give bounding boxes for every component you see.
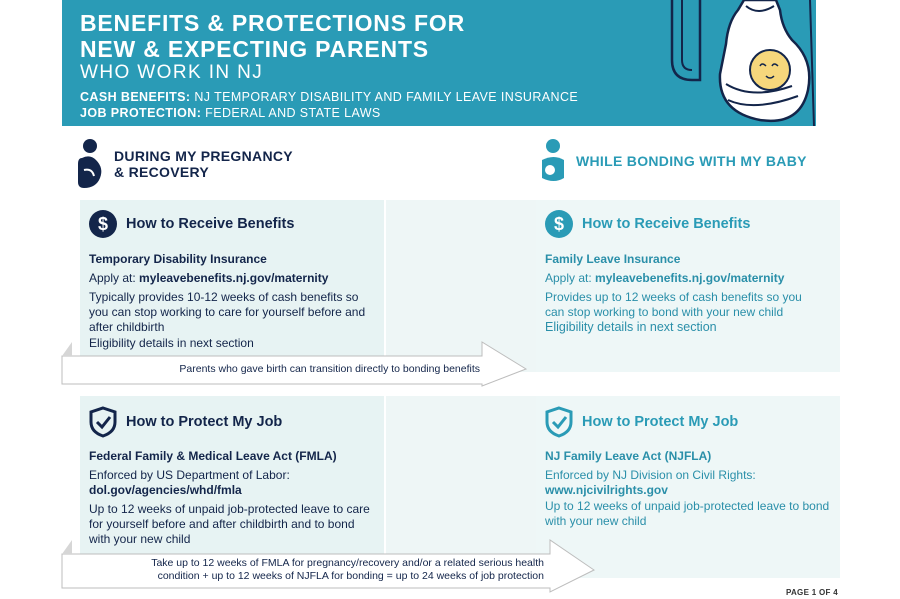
section-pregnancy-heading: DURING MY PREGNANCY & RECOVERY — [78, 138, 293, 190]
benefits-right-heading: $ How to Receive Benefits — [544, 209, 750, 239]
fli-description: Provides up to 12 weeks of cash benefits so you can stop working to bond with your new child — [545, 290, 802, 319]
page-title: BENEFITS & PROTECTIONS FOR NEW & EXPECTING PARENTS — [80, 10, 465, 62]
fli-apply: Apply at: myleavebenefits.nj.gov/maternity — [545, 271, 785, 285]
tdi-apply-link[interactable]: myleavebenefits.nj.gov/maternity — [139, 271, 329, 285]
dollar-icon — [88, 209, 118, 239]
job-protection-line: JOB PROTECTION: FEDERAL AND STATE LAWS — [80, 106, 381, 120]
job-protection-arrow-text: Take up to 12 weeks of FMLA for pregnancy/recovery and/or a related serious health condition + up to 12 weeks of NJFLA for bonding = up to 24 weeks of job protection — [151, 557, 544, 582]
tdi-eligibility: Eligibility details in next section — [89, 336, 254, 350]
svg-text:$: $ — [553, 214, 565, 234]
fmla-link[interactable]: dol.gov/agencies/whd/fmla — [89, 483, 242, 497]
baby-bundle-illustration — [642, 0, 842, 126]
protection-left-heading: How to Protect My Job — [88, 406, 282, 438]
fli-apply-link[interactable]: myleavebenefits.nj.gov/maternity — [595, 271, 785, 285]
njfla-enforced: Enforced by NJ Division on Civil Rights: — [545, 468, 756, 482]
fmla-enforced: Enforced by US Department of Labor: — [89, 468, 290, 482]
benefits-left-heading: $ How to Receive Benefits — [88, 209, 294, 239]
header-banner — [62, 0, 842, 126]
shield-check-icon — [88, 406, 118, 438]
shield-check-icon — [544, 406, 574, 438]
fli-title: Family Leave Insurance — [545, 252, 681, 266]
parent-baby-icon — [540, 138, 568, 184]
njfla-link[interactable]: www.njcivilrights.gov — [545, 483, 668, 497]
fmla-description: Up to 12 weeks of unpaid job-protected leave to care for yourself before and after childbirth and to bond with your new child — [89, 502, 370, 546]
tdi-description: Typically provides 10-12 weeks of cash benefits so you can stop working to care for yourself before and after childbirth — [89, 290, 366, 334]
svg-text:$: $ — [97, 214, 109, 234]
page-subtitle: WHO WORK IN NJ — [80, 62, 264, 83]
pregnant-parent-icon — [78, 138, 104, 190]
cash-benefits-line: CASH BENEFITS: NJ TEMPORARY DISABILITY AND FAMILY LEAVE INSURANCE — [80, 90, 579, 104]
page-number: PAGE 1 OF 4 — [785, 588, 838, 597]
tdi-apply: Apply at: myleavebenefits.nj.gov/maternity — [89, 271, 329, 285]
tdi-title: Temporary Disability Insurance — [89, 252, 267, 266]
protection-right-heading: How to Protect My Job — [544, 406, 738, 438]
njfla-description: Up to 12 weeks of unpaid job-protected leave to bond with your new child — [545, 499, 830, 528]
njfla-title: NJ Family Leave Act (NJFLA) — [545, 449, 712, 463]
transition-arrow-text: Parents who gave birth can transition directly to bonding benefits — [179, 363, 480, 375]
section-bonding-heading: WHILE BONDING WITH MY BABY — [540, 138, 807, 184]
dollar-icon — [544, 209, 574, 239]
fmla-title: Federal Family & Medical Leave Act (FMLA) — [89, 449, 337, 463]
fli-eligibility: Eligibility details in next section — [545, 320, 717, 334]
